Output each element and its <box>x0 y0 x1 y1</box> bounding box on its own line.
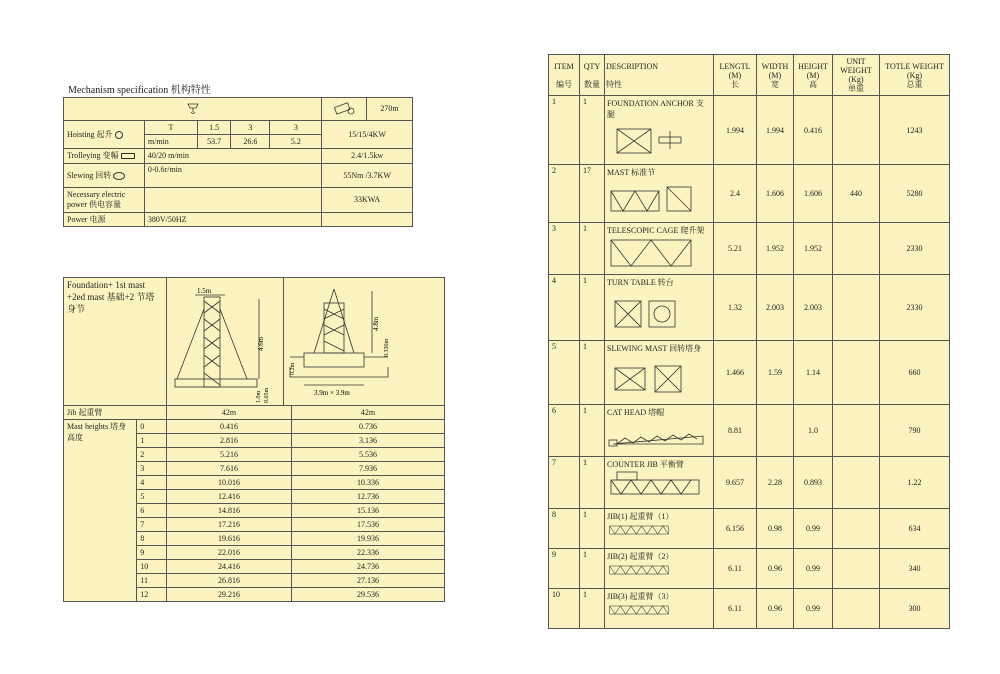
header-unit <box>833 55 880 96</box>
row-a: 2.816 <box>166 434 291 448</box>
row-a: 29.216 <box>166 588 291 602</box>
part-desc-cell <box>605 341 714 405</box>
row-n: 4 <box>137 476 167 490</box>
dim-0-2m: 0.2m <box>289 362 296 375</box>
part-length: 1.466 <box>714 341 757 405</box>
part-qty: 1 <box>580 405 605 457</box>
part-item: 1 <box>549 96 580 165</box>
part-height: 1.952 <box>794 223 833 275</box>
row-n: 5 <box>137 490 167 504</box>
part-unit-weight <box>833 509 880 549</box>
row-b: 7.936 <box>291 462 444 476</box>
part-item: 3 <box>549 223 580 275</box>
dim-4-6m: 4.6m <box>256 336 265 351</box>
power-empty <box>322 212 413 226</box>
part-desc: TELESCOPIC CAGE 爬升架 <box>607 226 705 235</box>
part-desc: FOUNDATION ANCHOR 支腿 <box>607 99 704 119</box>
part-item: 7 <box>549 457 580 509</box>
part-unit-weight <box>833 96 880 165</box>
row-a: 5.216 <box>166 448 291 462</box>
part-drawing <box>607 602 707 626</box>
table-row <box>64 120 413 134</box>
part-total-weight: 2330 <box>880 275 950 341</box>
table-row <box>64 163 413 188</box>
part-width: 1.59 <box>757 341 794 405</box>
jib-b: 42m <box>291 406 444 420</box>
table-row <box>64 212 413 226</box>
part-item: 4 <box>549 275 580 341</box>
part-drawing <box>607 288 707 338</box>
trolley-symbol-icon <box>121 153 135 159</box>
row-n: 8 <box>137 532 167 546</box>
header-total-cn: 总重 <box>906 79 923 89</box>
row-b: 17.536 <box>291 518 444 532</box>
row-n: 11 <box>137 574 167 588</box>
header-unit-label: UNIT WEIGHT (Kg) <box>840 57 872 84</box>
part-item: 10 <box>549 589 580 629</box>
header-total <box>880 55 950 96</box>
part-height: 0.99 <box>794 509 833 549</box>
row-a: 14.816 <box>166 504 291 518</box>
part-length: 2.4 <box>714 165 757 223</box>
part-length: 1.32 <box>714 275 757 341</box>
part-unit-weight <box>833 275 880 341</box>
part-total-weight: 790 <box>880 405 950 457</box>
part-height: 0.416 <box>794 96 833 165</box>
part-desc: TURN TABLE 转台 <box>607 278 674 287</box>
part-qty: 1 <box>580 96 605 165</box>
winch-cell <box>322 98 367 121</box>
trolley-label-cell <box>64 149 145 163</box>
header-height-label: HEIGHT (M) <box>798 61 828 80</box>
dim-0-336m: 0.336m <box>383 338 390 357</box>
row-b: 29.536 <box>291 588 444 602</box>
winch-icon <box>332 102 356 116</box>
part-desc: SLEWING MAST 回转塔身 <box>607 344 702 353</box>
table-row <box>64 420 445 434</box>
part-desc-cell <box>605 589 714 629</box>
necessary-val: 33KWA <box>322 188 413 213</box>
part-drawing <box>607 470 707 506</box>
part-total-weight: 1243 <box>880 96 950 165</box>
part-width: 2.28 <box>757 457 794 509</box>
part-length: 5.21 <box>714 223 757 275</box>
part-item: 5 <box>549 341 580 405</box>
part-desc-cell <box>605 275 714 341</box>
header-length-cn: 长 <box>731 79 739 89</box>
part-item: 9 <box>549 549 580 589</box>
part-total-weight: 634 <box>880 509 950 549</box>
mmin-val-3: 5.2 <box>270 134 322 148</box>
mast-caption: Foundation+ 1st mast +2ed mast 基础+2 节塔身节 <box>64 278 167 406</box>
trolley-power: 2.4/1.5kw <box>322 149 413 163</box>
row-a: 19.616 <box>166 532 291 546</box>
row-n: 12 <box>137 588 167 602</box>
part-length: 6.11 <box>714 589 757 629</box>
dim-1-0m: 1.0m <box>255 390 262 403</box>
part-height: 0.99 <box>794 549 833 589</box>
row-a: 17.216 <box>166 518 291 532</box>
part-width <box>757 405 794 457</box>
table-row <box>549 457 950 509</box>
table-row <box>64 149 413 163</box>
trolley-speed: 40/20 m/min <box>144 149 321 163</box>
part-desc-cell <box>605 223 714 275</box>
header-desc-cn: 特性 <box>606 79 622 89</box>
row-b: 27.136 <box>291 574 444 588</box>
hook-cell <box>64 98 322 121</box>
part-desc-cell <box>605 549 714 589</box>
dim-1-5m: 1.5m <box>196 286 212 295</box>
part-desc: JIB(2) 起重臂（2） <box>607 552 674 561</box>
part-qty: 1 <box>580 223 605 275</box>
header-width-label: WIDTH (M) <box>761 61 789 80</box>
row-n: 0 <box>137 420 167 434</box>
row-b: 12.736 <box>291 490 444 504</box>
part-width: 0.96 <box>757 549 794 589</box>
part-drawing <box>607 354 707 402</box>
part-desc: MAST 标准节 <box>607 168 656 177</box>
part-height: 1.606 <box>794 165 833 223</box>
hoist-height: 270m <box>367 98 413 121</box>
row-b: 10.336 <box>291 476 444 490</box>
part-length: 9.657 <box>714 457 757 509</box>
part-desc-cell <box>605 165 714 223</box>
row-a: 22.016 <box>166 546 291 560</box>
row-a: 7.616 <box>166 462 291 476</box>
t-label: T <box>144 120 197 134</box>
part-width: 1.606 <box>757 165 794 223</box>
part-drawing <box>607 522 707 546</box>
header-width-cn: 宽 <box>771 79 779 89</box>
table-row <box>549 405 950 457</box>
part-desc-cell <box>605 405 714 457</box>
part-desc: COUNTER JIB 平衡臂 <box>607 460 684 469</box>
table-row <box>549 165 950 223</box>
part-desc: JIB(1) 起重臂（1） <box>607 512 674 521</box>
hoisting-label-cell <box>64 120 145 149</box>
row-b: 24.736 <box>291 560 444 574</box>
table-row <box>549 223 950 275</box>
parts-header-row <box>549 55 950 96</box>
part-unit-weight <box>833 223 880 275</box>
part-width: 0.96 <box>757 589 794 629</box>
part-length: 6.156 <box>714 509 757 549</box>
part-height: 2.003 <box>794 275 833 341</box>
part-height: 0.99 <box>794 589 833 629</box>
row-a: 24.416 <box>166 560 291 574</box>
power-label: Power 电源 <box>64 212 145 226</box>
part-height: 0.893 <box>794 457 833 509</box>
part-item: 6 <box>549 405 580 457</box>
slew-power: 55Nm /3.7KW <box>322 163 413 188</box>
header-width <box>757 55 794 96</box>
mechanism-title: Mechanism specification 机构特性 <box>68 85 211 96</box>
header-desc <box>605 55 714 96</box>
header-qty-label: QTY <box>583 61 601 71</box>
row-n: 6 <box>137 504 167 518</box>
mechanism-table <box>63 97 413 227</box>
row-n: 10 <box>137 560 167 574</box>
part-desc: JIB(3) 起重臂（3） <box>607 592 674 601</box>
dim-4-8m: 4.8m <box>371 316 380 331</box>
part-item: 8 <box>549 509 580 549</box>
row-a: 0.416 <box>166 420 291 434</box>
row-n: 7 <box>137 518 167 532</box>
header-length-label: LENGTL (M) <box>719 61 751 80</box>
jib-label: Jib 起重臂 <box>64 406 167 420</box>
part-height: 1.0 <box>794 405 833 457</box>
hook-icon <box>186 102 200 116</box>
part-length: 6.11 <box>714 549 757 589</box>
part-unit-weight <box>833 341 880 405</box>
table-row <box>549 96 950 165</box>
part-qty: 1 <box>580 509 605 549</box>
part-qty: 1 <box>580 341 605 405</box>
row-b: 3.136 <box>291 434 444 448</box>
table-row <box>549 509 950 549</box>
part-unit-weight <box>833 589 880 629</box>
foundation-front-drawing <box>167 279 283 405</box>
front-view-cell <box>166 278 283 406</box>
side-view-cell <box>283 278 444 406</box>
part-desc-cell <box>605 457 714 509</box>
part-unit-weight <box>833 549 880 589</box>
part-drawing <box>607 178 707 220</box>
table-row <box>549 341 950 405</box>
dim-base: 3.9m × 3.9m <box>313 388 350 397</box>
hoist-power: 15/15/4KW <box>322 120 413 149</box>
row-n: 1 <box>137 434 167 448</box>
part-drawing <box>607 562 707 586</box>
slew-speed: 0-0.6r/min <box>144 163 321 188</box>
table-row <box>549 275 950 341</box>
table-row <box>64 406 445 420</box>
header-item-label: ITEM <box>554 61 574 71</box>
hoisting-label: Hoisting 起升 <box>67 129 113 139</box>
header-qty-cn: 数量 <box>584 79 600 89</box>
slew-label-cell <box>64 163 145 188</box>
t-val-1: 1.5 <box>198 120 231 134</box>
part-drawing <box>607 418 707 454</box>
necessary-label: Necessary electric power 供电容量 <box>64 188 145 213</box>
part-desc-cell <box>605 509 714 549</box>
header-height <box>794 55 833 96</box>
slew-label: Slewing 回转 <box>67 170 112 180</box>
foundation-side-drawing <box>284 279 444 405</box>
row-n: 3 <box>137 462 167 476</box>
mmin-val-1: 53.7 <box>198 134 231 148</box>
header-item-cn: 编号 <box>556 79 572 89</box>
header-height-cn: 高 <box>809 79 817 89</box>
part-unit-weight <box>833 457 880 509</box>
row-b: 19.936 <box>291 532 444 546</box>
part-length: 8.81 <box>714 405 757 457</box>
header-length <box>714 55 757 96</box>
part-qty: 1 <box>580 589 605 629</box>
header-qty <box>580 55 605 96</box>
header-desc-label: DESCRIPTION <box>606 61 659 71</box>
part-qty: 1 <box>580 457 605 509</box>
row-a: 26.816 <box>166 574 291 588</box>
part-width: 1.994 <box>757 96 794 165</box>
header-unit-cn: 单重 <box>848 84 864 93</box>
part-total-weight: 340 <box>880 549 950 589</box>
part-qty: 1 <box>580 549 605 589</box>
table-row <box>64 98 413 121</box>
row-b: 0.736 <box>291 420 444 434</box>
part-drawing <box>607 236 707 272</box>
header-total-label: TOTLE WEIGHT (Kg) <box>885 61 944 80</box>
slew-symbol-icon <box>113 172 125 180</box>
part-desc: CAT HEAD 塔帽 <box>607 408 665 417</box>
part-total-weight: 660 <box>880 341 950 405</box>
row-a: 10.016 <box>166 476 291 490</box>
dim-0-65m: 0.65m <box>263 387 270 403</box>
table-row <box>549 549 950 589</box>
row-b: 5.536 <box>291 448 444 462</box>
power-val: 380V/50HZ <box>144 212 321 226</box>
necessary-empty <box>144 188 321 213</box>
mast-heights-table <box>63 277 445 602</box>
part-width: 2.003 <box>757 275 794 341</box>
part-qty: 17 <box>580 165 605 223</box>
part-height: 1.14 <box>794 341 833 405</box>
mmin-label: m/min <box>144 134 197 148</box>
part-qty: 1 <box>580 275 605 341</box>
part-width: 1.952 <box>757 223 794 275</box>
hoist-symbol-icon <box>115 131 123 139</box>
t-val-2: 3 <box>231 120 270 134</box>
part-total-weight: 300 <box>880 589 950 629</box>
table-row <box>64 278 445 406</box>
part-unit-weight <box>833 405 880 457</box>
row-n: 2 <box>137 448 167 462</box>
part-total-weight: 2330 <box>880 223 950 275</box>
parts-table <box>548 54 950 629</box>
table-row <box>549 589 950 629</box>
trolley-label: Trolleying 变幅 <box>67 151 119 161</box>
jib-a: 42m <box>166 406 291 420</box>
part-length: 1.994 <box>714 96 757 165</box>
heights-label: Mast heights 塔身高度 <box>64 420 137 602</box>
table-row <box>64 188 413 213</box>
row-n: 9 <box>137 546 167 560</box>
part-total-weight: 5280 <box>880 165 950 223</box>
part-total-weight: 1.22 <box>880 457 950 509</box>
t-val-3: 3 <box>270 120 322 134</box>
mmin-val-2: 26.6 <box>231 134 270 148</box>
part-unit-weight: 440 <box>833 165 880 223</box>
part-desc-cell <box>605 96 714 165</box>
header-item <box>549 55 580 96</box>
row-a: 12.416 <box>166 490 291 504</box>
row-b: 15.136 <box>291 504 444 518</box>
part-width: 0.98 <box>757 509 794 549</box>
row-b: 22.336 <box>291 546 444 560</box>
part-item: 2 <box>549 165 580 223</box>
part-drawing <box>607 120 707 162</box>
